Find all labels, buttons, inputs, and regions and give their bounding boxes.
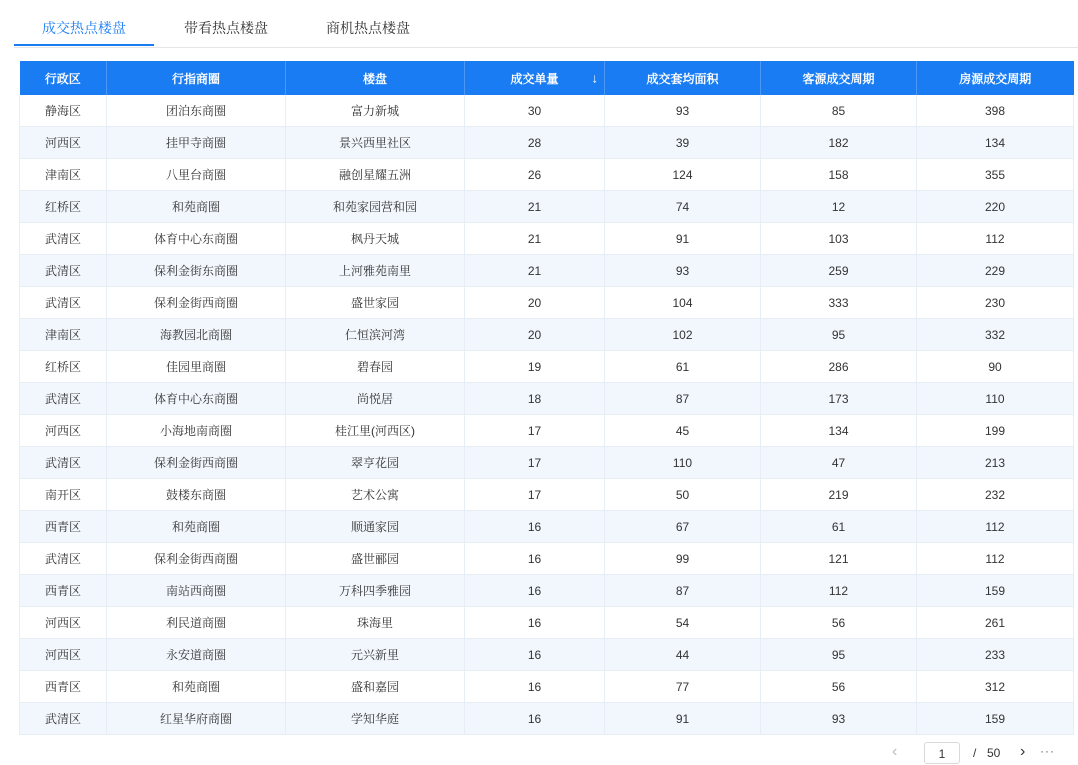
cell-deal-count: 16 [465, 703, 605, 735]
table-row[interactable] [20, 351, 1074, 383]
cell-business-circle: 鼓楼东商圈 [107, 479, 286, 511]
cell-deal-count: 21 [465, 223, 605, 255]
cell-client-cycle: 93 [761, 703, 917, 735]
cell-listing-cycle: 199 [917, 415, 1074, 447]
cell-business-circle: 八里台商圈 [107, 159, 286, 191]
cell-avg-area: 87 [605, 575, 761, 607]
cell-district: 河西区 [20, 639, 107, 671]
column-header-avg-area[interactable]: 成交套均面积 [605, 61, 761, 95]
cell-project: 元兴新里 [286, 639, 465, 671]
cell-listing-cycle: 213 [917, 447, 1074, 479]
cell-district: 河西区 [20, 127, 107, 159]
cell-business-circle: 永安道商圈 [107, 639, 286, 671]
table-row[interactable] [20, 607, 1074, 639]
table-row[interactable] [20, 639, 1074, 671]
cell-avg-area: 93 [605, 95, 761, 127]
column-header-business-circle[interactable]: 行指商圈 [107, 61, 286, 95]
chevron-left-icon[interactable]: ‹ [892, 743, 898, 760]
cell-listing-cycle: 232 [917, 479, 1074, 511]
cell-business-circle: 和苑商圈 [107, 511, 286, 543]
cell-listing-cycle: 159 [917, 575, 1074, 607]
cell-project: 仁恒滨河湾 [286, 319, 465, 351]
cell-business-circle: 体育中心东商圈 [107, 383, 286, 415]
tab-lead-hot[interactable]: 商机热点楼盘 [326, 20, 410, 36]
cell-project: 顺通家园 [286, 511, 465, 543]
cell-district: 武清区 [20, 447, 107, 479]
cell-project: 翠亨花园 [286, 447, 465, 479]
cell-business-circle: 和苑商圈 [107, 671, 286, 703]
cell-avg-area: 99 [605, 543, 761, 575]
cell-project: 盛世郦园 [286, 543, 465, 575]
column-header-deal-count-label: 成交单量 [510, 71, 559, 86]
cell-listing-cycle: 220 [917, 191, 1074, 223]
cell-avg-area: 74 [605, 191, 761, 223]
tab-viewing-hot[interactable]: 带看热点楼盘 [184, 20, 268, 36]
cell-district: 津南区 [20, 319, 107, 351]
table-row[interactable] [20, 671, 1074, 703]
cell-district: 西青区 [20, 511, 107, 543]
table-row[interactable] [20, 319, 1074, 351]
cell-district: 武清区 [20, 223, 107, 255]
cell-avg-area: 124 [605, 159, 761, 191]
cell-client-cycle: 121 [761, 543, 917, 575]
page-separator: / [973, 746, 977, 760]
cell-listing-cycle: 112 [917, 511, 1074, 543]
table-row[interactable] [20, 511, 1074, 543]
cell-project: 尚悦居 [286, 383, 465, 415]
cell-listing-cycle: 332 [917, 319, 1074, 351]
cell-listing-cycle: 110 [917, 383, 1074, 415]
cell-client-cycle: 173 [761, 383, 917, 415]
cell-client-cycle: 182 [761, 127, 917, 159]
cell-deal-count: 20 [465, 287, 605, 319]
cell-project: 和苑家园营和园 [286, 191, 465, 223]
cell-client-cycle: 112 [761, 575, 917, 607]
cell-client-cycle: 103 [761, 223, 917, 255]
cell-listing-cycle: 229 [917, 255, 1074, 287]
cell-client-cycle: 61 [761, 511, 917, 543]
cell-avg-area: 67 [605, 511, 761, 543]
cell-client-cycle: 56 [761, 671, 917, 703]
cell-deal-count: 21 [465, 191, 605, 223]
cell-client-cycle: 56 [761, 607, 917, 639]
cell-client-cycle: 12 [761, 191, 917, 223]
cell-deal-count: 20 [465, 319, 605, 351]
cell-project: 盛和嘉园 [286, 671, 465, 703]
cell-avg-area: 50 [605, 479, 761, 511]
cell-business-circle: 保利金街西商圈 [107, 543, 286, 575]
table-row[interactable] [20, 575, 1074, 607]
table-row[interactable] [20, 383, 1074, 415]
cell-avg-area: 87 [605, 383, 761, 415]
cell-client-cycle: 134 [761, 415, 917, 447]
more-icon[interactable]: ··· [1040, 744, 1055, 758]
column-header-district[interactable]: 行政区 [20, 61, 107, 95]
cell-avg-area: 44 [605, 639, 761, 671]
cell-avg-area: 54 [605, 607, 761, 639]
cell-business-circle: 红星华府商圈 [107, 703, 286, 735]
table-row[interactable] [20, 255, 1074, 287]
cell-listing-cycle: 233 [917, 639, 1074, 671]
cell-district: 红桥区 [20, 191, 107, 223]
cell-deal-count: 18 [465, 383, 605, 415]
cell-deal-count: 16 [465, 639, 605, 671]
cell-listing-cycle: 90 [917, 351, 1074, 383]
cell-district: 河西区 [20, 607, 107, 639]
cell-project: 富力新城 [286, 95, 465, 127]
table-row[interactable] [20, 415, 1074, 447]
cell-deal-count: 16 [465, 607, 605, 639]
cell-project: 碧春园 [286, 351, 465, 383]
cell-client-cycle: 85 [761, 95, 917, 127]
cell-listing-cycle: 355 [917, 159, 1074, 191]
cell-business-circle: 保利金街东商圈 [107, 255, 286, 287]
cell-listing-cycle: 230 [917, 287, 1074, 319]
pagination [880, 742, 1070, 764]
column-header-deal-count[interactable] [465, 61, 605, 95]
cell-district: 武清区 [20, 703, 107, 735]
cell-business-circle: 佳园里商圈 [107, 351, 286, 383]
cell-project: 融创星耀五洲 [286, 159, 465, 191]
cell-deal-count: 16 [465, 543, 605, 575]
cell-deal-count: 21 [465, 255, 605, 287]
cell-client-cycle: 286 [761, 351, 917, 383]
cell-deal-count: 17 [465, 415, 605, 447]
cell-client-cycle: 158 [761, 159, 917, 191]
table-row[interactable] [20, 159, 1074, 191]
cell-avg-area: 91 [605, 223, 761, 255]
cell-district: 西青区 [20, 671, 107, 703]
table-row[interactable] [20, 95, 1074, 127]
cell-client-cycle: 259 [761, 255, 917, 287]
table-row[interactable] [20, 703, 1074, 735]
cell-business-circle: 挂甲寺商圈 [107, 127, 286, 159]
cell-district: 武清区 [20, 543, 107, 575]
cell-project: 上河雅苑南里 [286, 255, 465, 287]
cell-avg-area: 102 [605, 319, 761, 351]
cell-client-cycle: 95 [761, 319, 917, 351]
cell-district: 静海区 [20, 95, 107, 127]
cell-district: 武清区 [20, 287, 107, 319]
cell-deal-count: 26 [465, 159, 605, 191]
arrow-down-icon[interactable]: ↓ [591, 70, 598, 86]
cell-listing-cycle: 134 [917, 127, 1074, 159]
cell-district: 武清区 [20, 255, 107, 287]
cell-client-cycle: 333 [761, 287, 917, 319]
cell-client-cycle: 95 [761, 639, 917, 671]
cell-deal-count: 17 [465, 479, 605, 511]
cell-district: 西青区 [20, 575, 107, 607]
cell-district: 河西区 [20, 415, 107, 447]
column-header-client-cycle[interactable]: 客源成交周期 [761, 61, 917, 95]
cell-listing-cycle: 159 [917, 703, 1074, 735]
tab-bar [14, 0, 1078, 48]
cell-business-circle: 团泊东商圈 [107, 95, 286, 127]
cell-project: 珠海里 [286, 607, 465, 639]
chevron-right-icon[interactable]: › [1020, 743, 1026, 760]
cell-business-circle: 体育中心东商圈 [107, 223, 286, 255]
cell-project: 枫丹天城 [286, 223, 465, 255]
table-row[interactable] [20, 191, 1074, 223]
cell-project: 桂江里(河西区) [286, 415, 465, 447]
table-header-row [20, 61, 1074, 95]
column-header-listing-cycle[interactable]: 房源成交周期 [917, 61, 1074, 95]
cell-avg-area: 91 [605, 703, 761, 735]
hot-projects-table [19, 61, 1073, 735]
cell-avg-area: 110 [605, 447, 761, 479]
cell-business-circle: 海教园北商圈 [107, 319, 286, 351]
cell-project: 艺术公寓 [286, 479, 465, 511]
cell-business-circle: 南站西商圈 [107, 575, 286, 607]
column-header-project[interactable]: 楼盘 [286, 61, 465, 95]
cell-deal-count: 16 [465, 511, 605, 543]
tab-deal-hot[interactable]: 成交热点楼盘 [42, 20, 126, 36]
cell-district: 红桥区 [20, 351, 107, 383]
active-tab-indicator [14, 44, 154, 46]
cell-listing-cycle: 312 [917, 671, 1074, 703]
cell-listing-cycle: 398 [917, 95, 1074, 127]
cell-business-circle: 保利金街西商圈 [107, 447, 286, 479]
cell-listing-cycle: 261 [917, 607, 1074, 639]
table-row[interactable] [20, 287, 1074, 319]
cell-district: 武清区 [20, 383, 107, 415]
cell-business-circle: 和苑商圈 [107, 191, 286, 223]
cell-client-cycle: 47 [761, 447, 917, 479]
cell-project: 学知华庭 [286, 703, 465, 735]
cell-business-circle: 利民道商圈 [107, 607, 286, 639]
cell-avg-area: 45 [605, 415, 761, 447]
cell-avg-area: 104 [605, 287, 761, 319]
table-row[interactable] [20, 447, 1074, 479]
cell-avg-area: 77 [605, 671, 761, 703]
cell-deal-count: 16 [465, 671, 605, 703]
cell-avg-area: 39 [605, 127, 761, 159]
cell-deal-count: 16 [465, 575, 605, 607]
cell-listing-cycle: 112 [917, 223, 1074, 255]
cell-deal-count: 28 [465, 127, 605, 159]
table-row[interactable] [20, 127, 1074, 159]
cell-business-circle: 小海地南商圈 [107, 415, 286, 447]
cell-district: 南开区 [20, 479, 107, 511]
total-pages: 50 [987, 746, 1001, 760]
cell-project: 景兴西里社区 [286, 127, 465, 159]
cell-district: 津南区 [20, 159, 107, 191]
table-row[interactable] [20, 479, 1074, 511]
cell-deal-count: 17 [465, 447, 605, 479]
cell-avg-area: 61 [605, 351, 761, 383]
table-row[interactable] [20, 543, 1074, 575]
cell-business-circle: 保利金街西商圈 [107, 287, 286, 319]
page-number-input[interactable]: 1 [924, 742, 960, 764]
cell-client-cycle: 219 [761, 479, 917, 511]
table-row[interactable] [20, 223, 1074, 255]
cell-listing-cycle: 112 [917, 543, 1074, 575]
cell-deal-count: 19 [465, 351, 605, 383]
cell-deal-count: 30 [465, 95, 605, 127]
cell-avg-area: 93 [605, 255, 761, 287]
cell-project: 盛世家园 [286, 287, 465, 319]
cell-project: 万科四季雅园 [286, 575, 465, 607]
